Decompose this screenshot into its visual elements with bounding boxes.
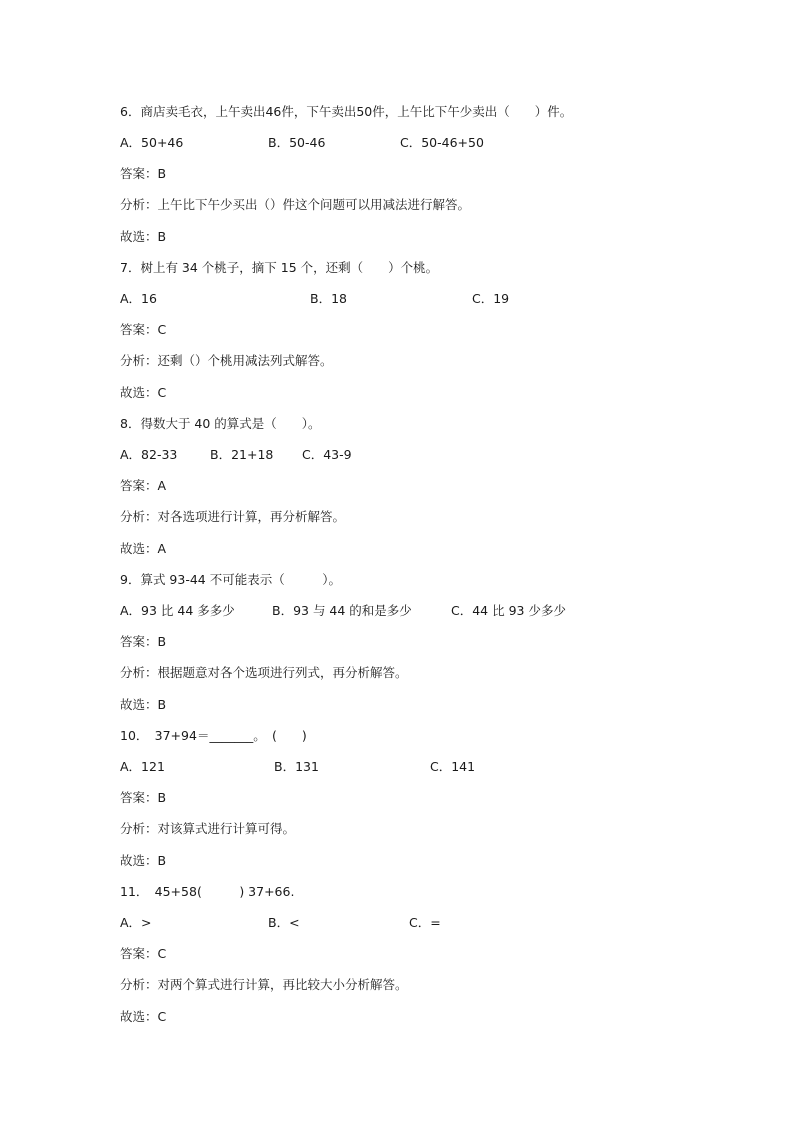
question-7-analysis: 分析：还剩（）个桃用减法列式解答。: [120, 353, 333, 368]
question-8-stem: 8．得数大于 40 的算式是（ ）。: [120, 416, 321, 431]
question-8-choice: 故选：A: [120, 541, 167, 556]
question-9-choice: 故选：B: [120, 697, 167, 712]
question-6-analysis: 分析：上午比下午少买出（）件这个问题可以用减法进行解答。: [120, 197, 471, 212]
question-8-analysis: 分析：对各选项进行计算，再分析解答。: [120, 509, 346, 524]
question-7-stem: 7．树上有 34 个桃子，摘下 15 个，还剩（ ）个桃。: [120, 260, 439, 275]
question-7-option-c: C．19: [472, 291, 510, 306]
question-11-choice: 故选：C: [120, 1009, 167, 1024]
question-10-option-b: B．131: [274, 759, 319, 774]
question-9-answer: 答案：B: [120, 634, 167, 649]
question-8-option-c: C．43-9: [302, 447, 352, 462]
question-10-stem: 10． 37+94＝_______。 ( ): [120, 728, 307, 743]
question-6-option-c: C．50-46+50: [400, 135, 484, 150]
question-10-choice: 故选：B: [120, 853, 167, 868]
question-7-choice: 故选：C: [120, 385, 167, 400]
question-7-option-a: A．16: [120, 291, 157, 306]
question-11-option-c: C．=: [409, 915, 441, 930]
question-10-analysis: 分析：对该算式进行计算可得。: [120, 821, 296, 836]
question-10-answer: 答案：B: [120, 790, 167, 805]
question-8-option-b: B．21+18: [210, 447, 274, 462]
question-11-analysis: 分析：对两个算式进行计算，再比较大小分析解答。: [120, 977, 408, 992]
question-10-option-a: A．121: [120, 759, 165, 774]
question-7-option-b: B．18: [310, 291, 347, 306]
question-11-answer: 答案：C: [120, 946, 167, 961]
question-9-option-c: C．44 比 93 少多少: [451, 603, 566, 618]
question-11-stem: 11． 45+58( ) 37+66.: [120, 884, 295, 899]
question-8-answer: 答案：A: [120, 478, 167, 493]
question-9-stem: 9．算式 93-44 不可能表示（ ）。: [120, 572, 341, 587]
question-6-choice: 故选：B: [120, 229, 167, 244]
question-6-stem: 6．商店卖毛衣，上午卖出46件，下午卖出50件，上午比下午少卖出（ ）件。: [120, 104, 573, 119]
question-6-option-a: A．50+46: [120, 135, 184, 150]
question-11-option-b: B．<: [268, 915, 300, 930]
question-9-analysis: 分析：根据题意对各个选项进行列式，再分析解答。: [120, 665, 408, 680]
question-10-option-c: C．141: [430, 759, 476, 774]
question-9-option-b: B．93 与 44 的和是多少: [272, 603, 412, 618]
question-11-option-a: A．>: [120, 915, 152, 930]
question-7-answer: 答案：C: [120, 322, 167, 337]
question-6-option-b: B．50-46: [268, 135, 326, 150]
question-9-option-a: A．93 比 44 多多少: [120, 603, 235, 618]
question-6-answer: 答案：B: [120, 166, 167, 181]
question-8-option-a: A．82-33: [120, 447, 178, 462]
